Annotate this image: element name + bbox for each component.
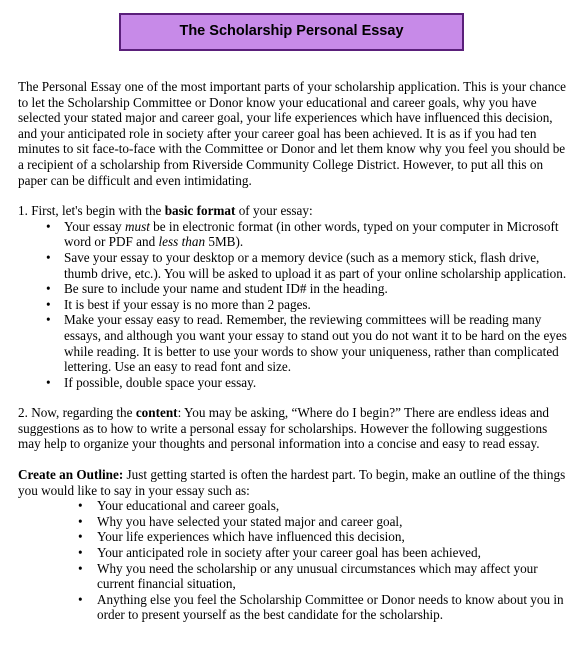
list-item: • Your essay must be in electronic format (in other words, typed on your computer in Microsoft word or PDF and less than 5MB).	[18, 219, 571, 250]
page-title: The Scholarship Personal Essay	[179, 23, 404, 40]
outline-heading: Create an Outline:	[18, 467, 124, 483]
section1-heading-bold: basic format	[164, 203, 236, 219]
outline-paragraph: Create an Outline: Just getting started is often the hardest part. To begin, make an outline of the things you would like to say in your essay such as:	[18, 467, 566, 498]
section-basic-format	[18, 203, 571, 390]
list-item: • If possible, double space your essay.	[18, 375, 571, 391]
list-item: • Why you need the scholarship or any unusual circumstances which may affect your current financial situation,	[18, 561, 571, 592]
list-item: • Why you have selected your stated major and career goal,	[18, 514, 571, 530]
list-item: • Your anticipated role in society after your career goal has been achieved,	[18, 545, 571, 561]
document-body	[18, 79, 571, 623]
section-outline	[18, 467, 571, 623]
list-item: • Your educational and career goals,	[18, 498, 571, 514]
section2-heading-bold: content	[135, 405, 178, 421]
list-item: • Be sure to include your name and student ID# in the heading.	[18, 281, 571, 297]
section2-paragraph: 2. Now, regarding the content: You may be asking, “Where do I begin?” There are endless ideas and suggestions as to how to write a personal essay for scholarships. However the following suggestions may help to organize your thoughts and personal information into a concise and easy to read essay.	[18, 405, 550, 452]
intro-paragraph: The Personal Essay one of the most important parts of your scholarship application. This is your chance to let the Scholarship Committee or Donor know your educational and career goals, why you have selected your stated major and career goal, your life experiences which have influenced this decision, and your anticipated role in society after your career goal has been achieved. It is as if you had ten minutes to sit face-to-face with the Committee or Donor and let them know why you feel you should be a recipient of a scholarship from Riverside Community College District. However, to put all this on paper can be difficult and even intimidating.	[18, 79, 567, 188]
list-item: • Anything else you feel the Scholarship Committee or Donor needs to know about you in order to present yourself as the best candidate for the scholarship.	[18, 592, 571, 623]
title-box	[119, 13, 464, 51]
list-item: • It is best if your essay is no more than 2 pages.	[18, 297, 571, 313]
section1-heading: 1. First, let's begin with the basic format of your essay:	[18, 203, 313, 219]
outline-bullet-list	[18, 498, 571, 623]
list-item: • Your life experiences which have influenced this decision,	[18, 529, 571, 545]
list-item: • Save your essay to your desktop or a memory device (such as a memory stick, flash drive, thumb drive, etc.). You will be asked to upload it as part of your online scholarship application.	[18, 250, 571, 281]
list-item: • Make your essay easy to read. Remember, the reviewing committees will be reading many essays, and although you want your essay to stand out you do not want it to be hard on the eyes while reading. It is better to use your words to show your uniqueness, rather than complicated lettering. Use an easy to read font and size.	[18, 312, 571, 374]
format-bullet-list	[18, 219, 571, 391]
